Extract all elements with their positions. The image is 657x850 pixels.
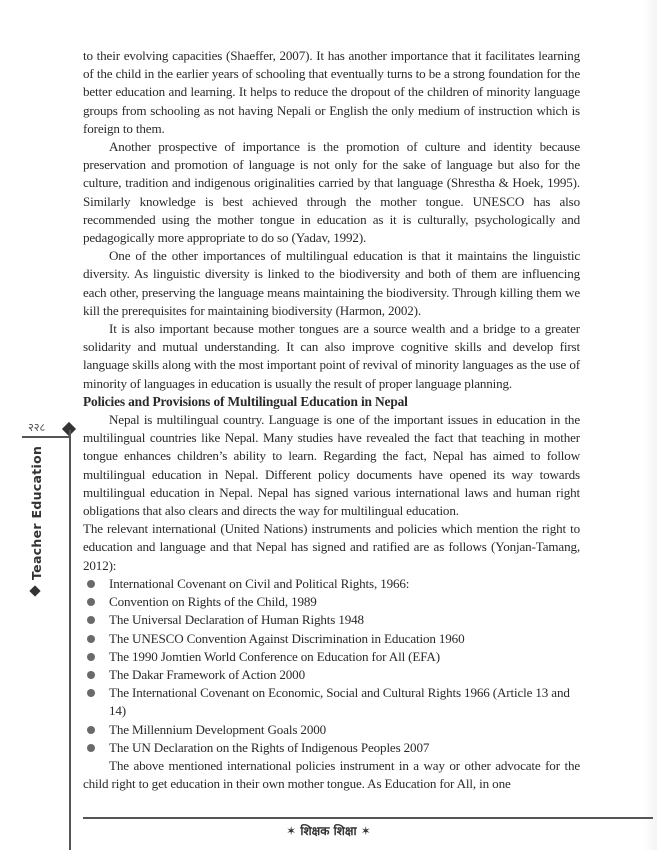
list-item: The UN Declaration on the Rights of Indigenous Peoples 2007: [83, 739, 580, 757]
bullet-icon: [87, 744, 95, 752]
paragraph: The relevant international (United Nations) instruments and policies which mention the right to education and language and that Nepal has signed and ratified are as follows (Yonjan-Tamang, 2012):: [83, 521, 580, 573]
body-text: [83, 47, 580, 793]
list-item: The International Covenant on Economic, Social and Cultural Rights 1966 (Article 13 and 14): [83, 684, 580, 720]
bullet-icon: [87, 580, 95, 588]
bullet-icon: [87, 653, 95, 661]
paragraph: to their evolving capacities (Shaeffer, 2007). It has another importance that it facilitates learning of the child in the earlier years of schooling that eventually turns to be a strong foundation for the better education and learning. It helps to reduce the dropout of the children of minority language groups from schooling as not having Nepali or English the only medium of instruction which is foreign to them.: [83, 48, 580, 136]
paragraph: It is also important because mother tongues are a source wealth and a bridge to a greater solidarity and mutual understanding. It can also improve cognitive skills and develop first language skills along with the most important point of revival of minority languages as the use of minority of languages in education is usually the result of proper language planning.: [83, 321, 580, 391]
bullet-icon: [87, 671, 95, 679]
bullet-list: [83, 575, 580, 757]
paragraph: One of the other importances of multilingual education is that it maintains the linguistic diversity. As linguistic diversity is linked to the biodiversity and both of them are influencing each other, preserving the language means maintaining the biodiversity. Through killing them we kill the prerequisites for maintaining biodiversity (Harmon, 2002).: [83, 248, 580, 318]
margin-divider: [69, 430, 71, 850]
paragraph: The above mentioned international policies instrument in a way or other advocate for the child right to get education in their own mother tongue. As Education for All, in one: [83, 757, 580, 792]
page-number-rule: [22, 436, 70, 438]
bullet-icon: [87, 616, 95, 624]
running-side-title: Teacher Education: [29, 445, 44, 580]
bullet-icon: [87, 726, 95, 734]
paragraph: Another prospective of importance is the promotion of culture and identity because preservation and promotion of language is not only for the sake of language but also for the culture, tradition and indigenous originalities carried by that language (Shrestha & Hoek, 1995). Similarly knowledge is best achieved through the mother tongue. UNESCO has also recommended using the mother tongue in education as it is culturally, psychologically and pedagogically more appropriate to do so (Yadav, 1992).: [83, 139, 580, 246]
bullet-icon: [87, 689, 95, 697]
page-edge-shadow: [643, 0, 657, 850]
footer-title: ✶ शिक्षक शिक्षा ✶: [286, 824, 371, 838]
list-item: International Covenant on Civil and Political Rights, 1966:: [83, 575, 580, 593]
diamond-icon: [29, 585, 40, 596]
list-item: The UNESCO Convention Against Discrimination in Education 1960: [83, 630, 580, 648]
list-item: The Dakar Framework of Action 2000: [83, 666, 580, 684]
section-heading: Policies and Provisions of Multilingual Education in Nepal: [83, 393, 408, 409]
bullet-icon: [87, 635, 95, 643]
list-item: The Millennium Development Goals 2000: [83, 721, 580, 739]
page-number: २२८: [28, 421, 46, 434]
paragraph: Nepal is multilingual country. Language is one of the important issues in education in the multilingual countries like Nepal. Many studies have revealed the fact that teaching in mother tongue enhances children’s ability to learn. Regarding the fact, Nepal has aimed to follow multilingual education in Nepal. Different policy documents have opened its way towards multilingual education in Nepal. Nepal has signed various international laws and human right obligations that also clears and directs the way for multilingual education.: [83, 412, 580, 519]
list-item: Convention on Rights of the Child, 1989: [83, 593, 580, 611]
list-item: The Universal Declaration of Human Rights 1948: [83, 611, 580, 629]
list-item: The 1990 Jomtien World Conference on Education for All (EFA): [83, 648, 580, 666]
footer-rule: [83, 817, 653, 819]
bullet-icon: [87, 598, 95, 606]
